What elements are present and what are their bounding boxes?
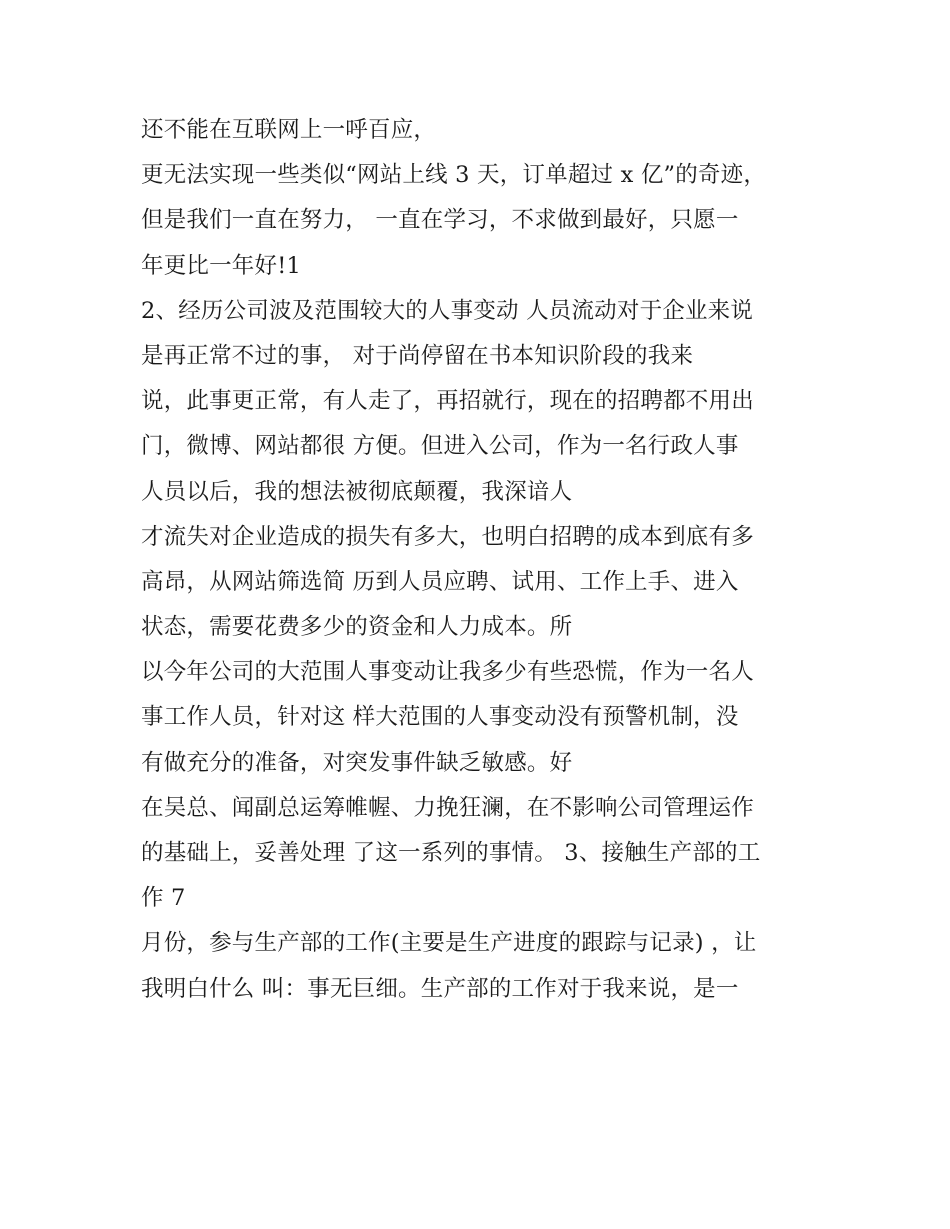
text-line: 年更比一年好!1 [141, 252, 301, 279]
text-line: 2、经历公司波及范围较大的人事变动 人员流动对于企业来说 [141, 297, 754, 324]
text-line: 在吴总、闻副总运筹帷幄、力挽狂澜，在不影响公司管理运作 [141, 794, 754, 821]
text-line: 事工作人员，针对这 样大范围的人事变动没有预警机制，没 [141, 704, 739, 731]
text-line: 以今年公司的大范围人事变动让我多少有些恐慌，作为一名人 [141, 659, 754, 686]
text-line: 的基础上，妥善处理 了这一系列的事情。 3、接触生产部的工 [141, 840, 761, 866]
text-line: 作 7 [141, 885, 186, 912]
document-body [141, 108, 841, 1012]
text-line: 说，此事更正常，有人走了，再招就行，现在的招聘都不用出 [141, 388, 754, 415]
text-line: 状态，需要花费多少的资金和人力成本。所 [141, 614, 573, 641]
text-line: 高昂，从网站筛选简 历到人员应聘、试用、工作上手、进入 [141, 568, 739, 595]
text-line: 月份，参与生产部的工作(主要是生产进度的跟踪与记录) ，让 [141, 930, 757, 957]
text-line: 但是我们一直在努力， 一直在学习，不求做到最好，只愿一 [141, 207, 739, 234]
text-line: 有做充分的准备，对突发事件缺乏敏感。好 [141, 749, 573, 776]
text-line: 是再正常不过的事， 对于尚停留在书本知识阶段的我来 [141, 342, 694, 369]
text-line: 门，微博、网站都很 方便。但进入公司，作为一名行政人事 [141, 433, 739, 460]
text-line: 人员以后，我的想法被彻底颠覆，我深谙人 [141, 478, 573, 505]
text-line: 更无法实现一些类似“网站上线 3 天，订单超过 x 亿”的奇迹， [141, 162, 767, 189]
text-line: 才流失对企业造成的损失有多大，也明白招聘的成本到底有多 [141, 523, 754, 550]
text-line: 我明白什么 叫：事无巨细。生产部的工作对于我来说，是一 [141, 975, 739, 1002]
text-line: 还不能在互联网上一呼百应， [141, 117, 437, 143]
